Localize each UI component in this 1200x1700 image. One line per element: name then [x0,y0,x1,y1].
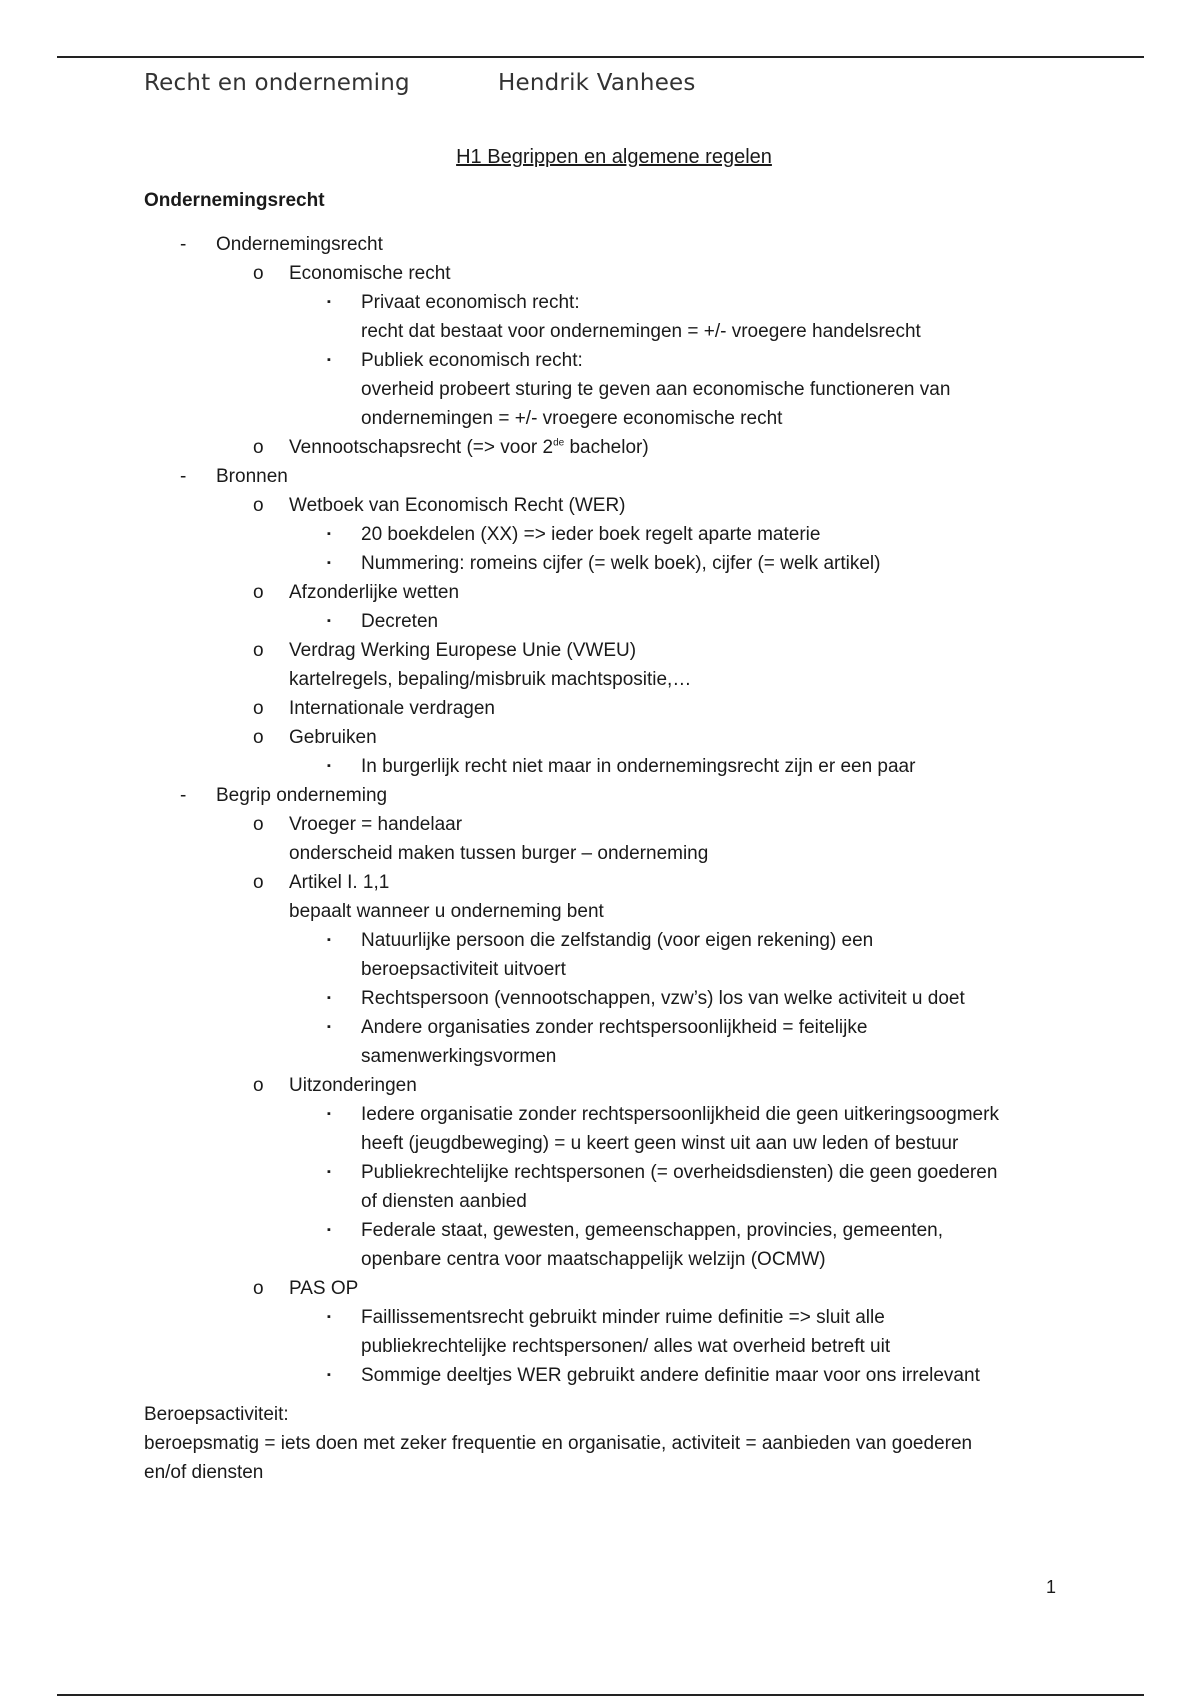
document-body [144,143,1064,1487]
outline-text: Faillissementsrecht gebruikt minder ruime definitie => sluit alle [361,1307,885,1328]
outline-text: In burgerlijk recht niet maar in ondernemingsrecht zijn er een paar [361,756,916,777]
circle-bullet: o [253,437,264,458]
circle-bullet: o [253,727,264,748]
outline-line [144,1187,1064,1216]
outline-line [144,578,1064,607]
outline-line [144,1129,1064,1158]
square-bullet: ▪ [327,934,331,946]
closing-line: Beroepsactiviteit: [144,1404,289,1425]
outline-line [144,955,1064,984]
square-bullet: ▪ [327,557,331,569]
chapter-title: H1 Begrippen en algemene regelen [456,146,772,168]
outline-line [144,839,1064,868]
page-number: 1 [1046,1577,1057,1597]
outline-line [144,984,1064,1013]
outline-text: samenwerkingsvormen [361,1046,557,1067]
outline-line [144,520,1064,549]
outline-text: recht dat bestaat voor ondernemingen = +/- vroegere handelsrecht [361,321,921,342]
square-bullet: ▪ [327,1311,331,1323]
outline-line [144,230,1064,259]
outline-line [144,1158,1064,1187]
outline-text: Verdrag Werking Europese Unie (VWEU) [289,640,637,661]
outline-line [144,259,1064,288]
outline-line [144,317,1064,346]
outline-line [144,549,1064,578]
square-bullet: ▪ [327,615,331,627]
closing-line: beroepsmatig = iets doen met zeker frequentie en organisatie, activiteit = aanbieden van goederen [144,1433,973,1454]
outline-line [144,810,1064,839]
square-bullet: ▪ [327,1224,331,1236]
outline-line [144,491,1064,520]
outline-text: kartelregels, bepaling/misbruik machtspositie,… [289,669,692,690]
outline-text: Privaat economisch recht: [361,292,580,313]
top-rule [57,56,1144,58]
square-bullet: ▪ [327,992,331,1004]
outline-text: Economische recht [289,263,451,284]
outline-text: overheid probeert sturing te geven aan economische functioneren van [361,379,951,400]
outline-line [144,1100,1064,1129]
square-bullet: ▪ [327,1108,331,1120]
circle-bullet: o [253,872,264,893]
outline-line [144,636,1064,665]
square-bullet: ▪ [327,1021,331,1033]
outline-line [144,723,1064,752]
outline-line [144,781,1064,810]
outline-line [144,694,1064,723]
outline-text: Internationale verdragen [289,698,495,719]
closing-line: en/of diensten [144,1462,264,1483]
outline-text: Natuurlijke persoon die zelfstandig (voor eigen rekening) een [361,930,874,951]
outline-line [144,1245,1064,1274]
circle-bullet: o [253,582,264,603]
outline-line [144,404,1064,433]
circle-bullet: o [253,1278,264,1299]
outline-line [144,897,1064,926]
outline-line [144,1013,1064,1042]
dash-bullet: - [180,466,187,487]
outline-text: Iedere organisatie zonder rechtspersoonlijkheid die geen uitkeringsoogmerk [361,1104,999,1125]
circle-bullet: o [253,640,264,661]
outline-text: Ondernemingsrecht [216,234,383,255]
outline-line [144,375,1064,404]
outline-text: heeft (jeugdbeweging) = u keert geen winst uit aan uw leden of bestuur [361,1133,959,1154]
square-bullet: ▪ [327,760,331,772]
circle-bullet: o [253,495,264,516]
outline-text: 20 boekdelen (XX) => ieder boek regelt aparte materie [361,524,821,545]
outline-line [144,752,1064,781]
circle-bullet: o [253,1075,264,1096]
outline-text: Vennootschapsrecht (=> voor 2 [289,437,554,458]
dash-bullet: - [180,785,187,806]
circle-bullet: o [253,263,264,284]
outline-line [144,868,1064,897]
outline-line [144,1216,1064,1245]
outline-text: Wetboek van Economisch Recht (WER) [289,495,626,516]
outline-text: Andere organisaties zonder rechtspersoonlijkheid = feitelijke [361,1017,868,1038]
page-header [144,70,696,96]
outline-text: publiekrechtelijke rechtspersonen/ alles wat overheid betreft uit [361,1336,891,1357]
square-bullet: ▪ [327,354,331,366]
outline-line [144,1274,1064,1303]
outline-text: Nummering: romeins cijfer (= welk boek), cijfer (= welk artikel) [361,553,881,574]
outline-list [144,230,1064,1390]
closing-paragraph [144,1400,1064,1487]
outline-text: Afzonderlijke wetten [289,582,460,603]
outline-line [144,1042,1064,1071]
outline-line [144,665,1064,694]
outline-text: Vroeger = handelaar [289,814,463,835]
square-bullet: ▪ [327,296,331,308]
section-title: Ondernemingsrecht [144,190,325,211]
outline-text: openbare centra voor maatschappelijk welzijn (OCMW) [361,1249,826,1270]
outline-text: Rechtspersoon (vennootschappen, vzw’s) los van welke activiteit u doet [361,988,965,1009]
outline-line [144,462,1064,491]
outline-line [144,1303,1064,1332]
outline-text: Sommige deeltjes WER gebruikt andere definitie maar voor ons irrelevant [361,1365,980,1386]
outline-text: Uitzonderingen [289,1075,417,1096]
outline-text: bepaalt wanneer u onderneming bent [289,901,604,922]
outline-text: Artikel I. 1,1 [289,872,390,893]
square-bullet: ▪ [327,528,331,540]
outline-text-after: bachelor) [564,437,649,458]
outline-text: beroepsactiviteit uitvoert [361,959,566,980]
outline-text: PAS OP [289,1278,359,1299]
outline-text: of diensten aanbied [361,1191,527,1212]
superscript: de [553,437,565,449]
outline-text: Bronnen [216,466,288,487]
circle-bullet: o [253,698,264,719]
square-bullet: ▪ [327,1369,331,1381]
dash-bullet: - [180,234,187,255]
outline-line [144,433,1064,462]
outline-line [144,607,1064,636]
outline-line [144,288,1064,317]
outline-text: Federale staat, gewesten, gemeenschappen, provincies, gemeenten, [361,1220,943,1241]
outline-text: onderscheid maken tussen burger – onderneming [289,843,709,864]
header-author: Hendrik Vanhees [498,70,696,96]
outline-text: Publiek economisch recht: [361,350,583,371]
header-course: Recht en onderneming [144,70,410,96]
outline-line [144,926,1064,955]
outline-text: Publiekrechtelijke rechtspersonen (= overheidsdiensten) die geen goederen [361,1162,998,1183]
outline-line [144,346,1064,375]
outline-text: Gebruiken [289,727,377,748]
outline-line [144,1332,1064,1361]
outline-line [144,1071,1064,1100]
circle-bullet: o [253,814,264,835]
outline-text: Decreten [361,611,439,632]
outline-text: Begrip onderneming [216,785,388,806]
outline-line [144,1361,1064,1390]
outline-text: ondernemingen = +/- vroegere economische recht [361,408,783,429]
square-bullet: ▪ [327,1166,331,1178]
bottom-rule [57,1694,1144,1696]
